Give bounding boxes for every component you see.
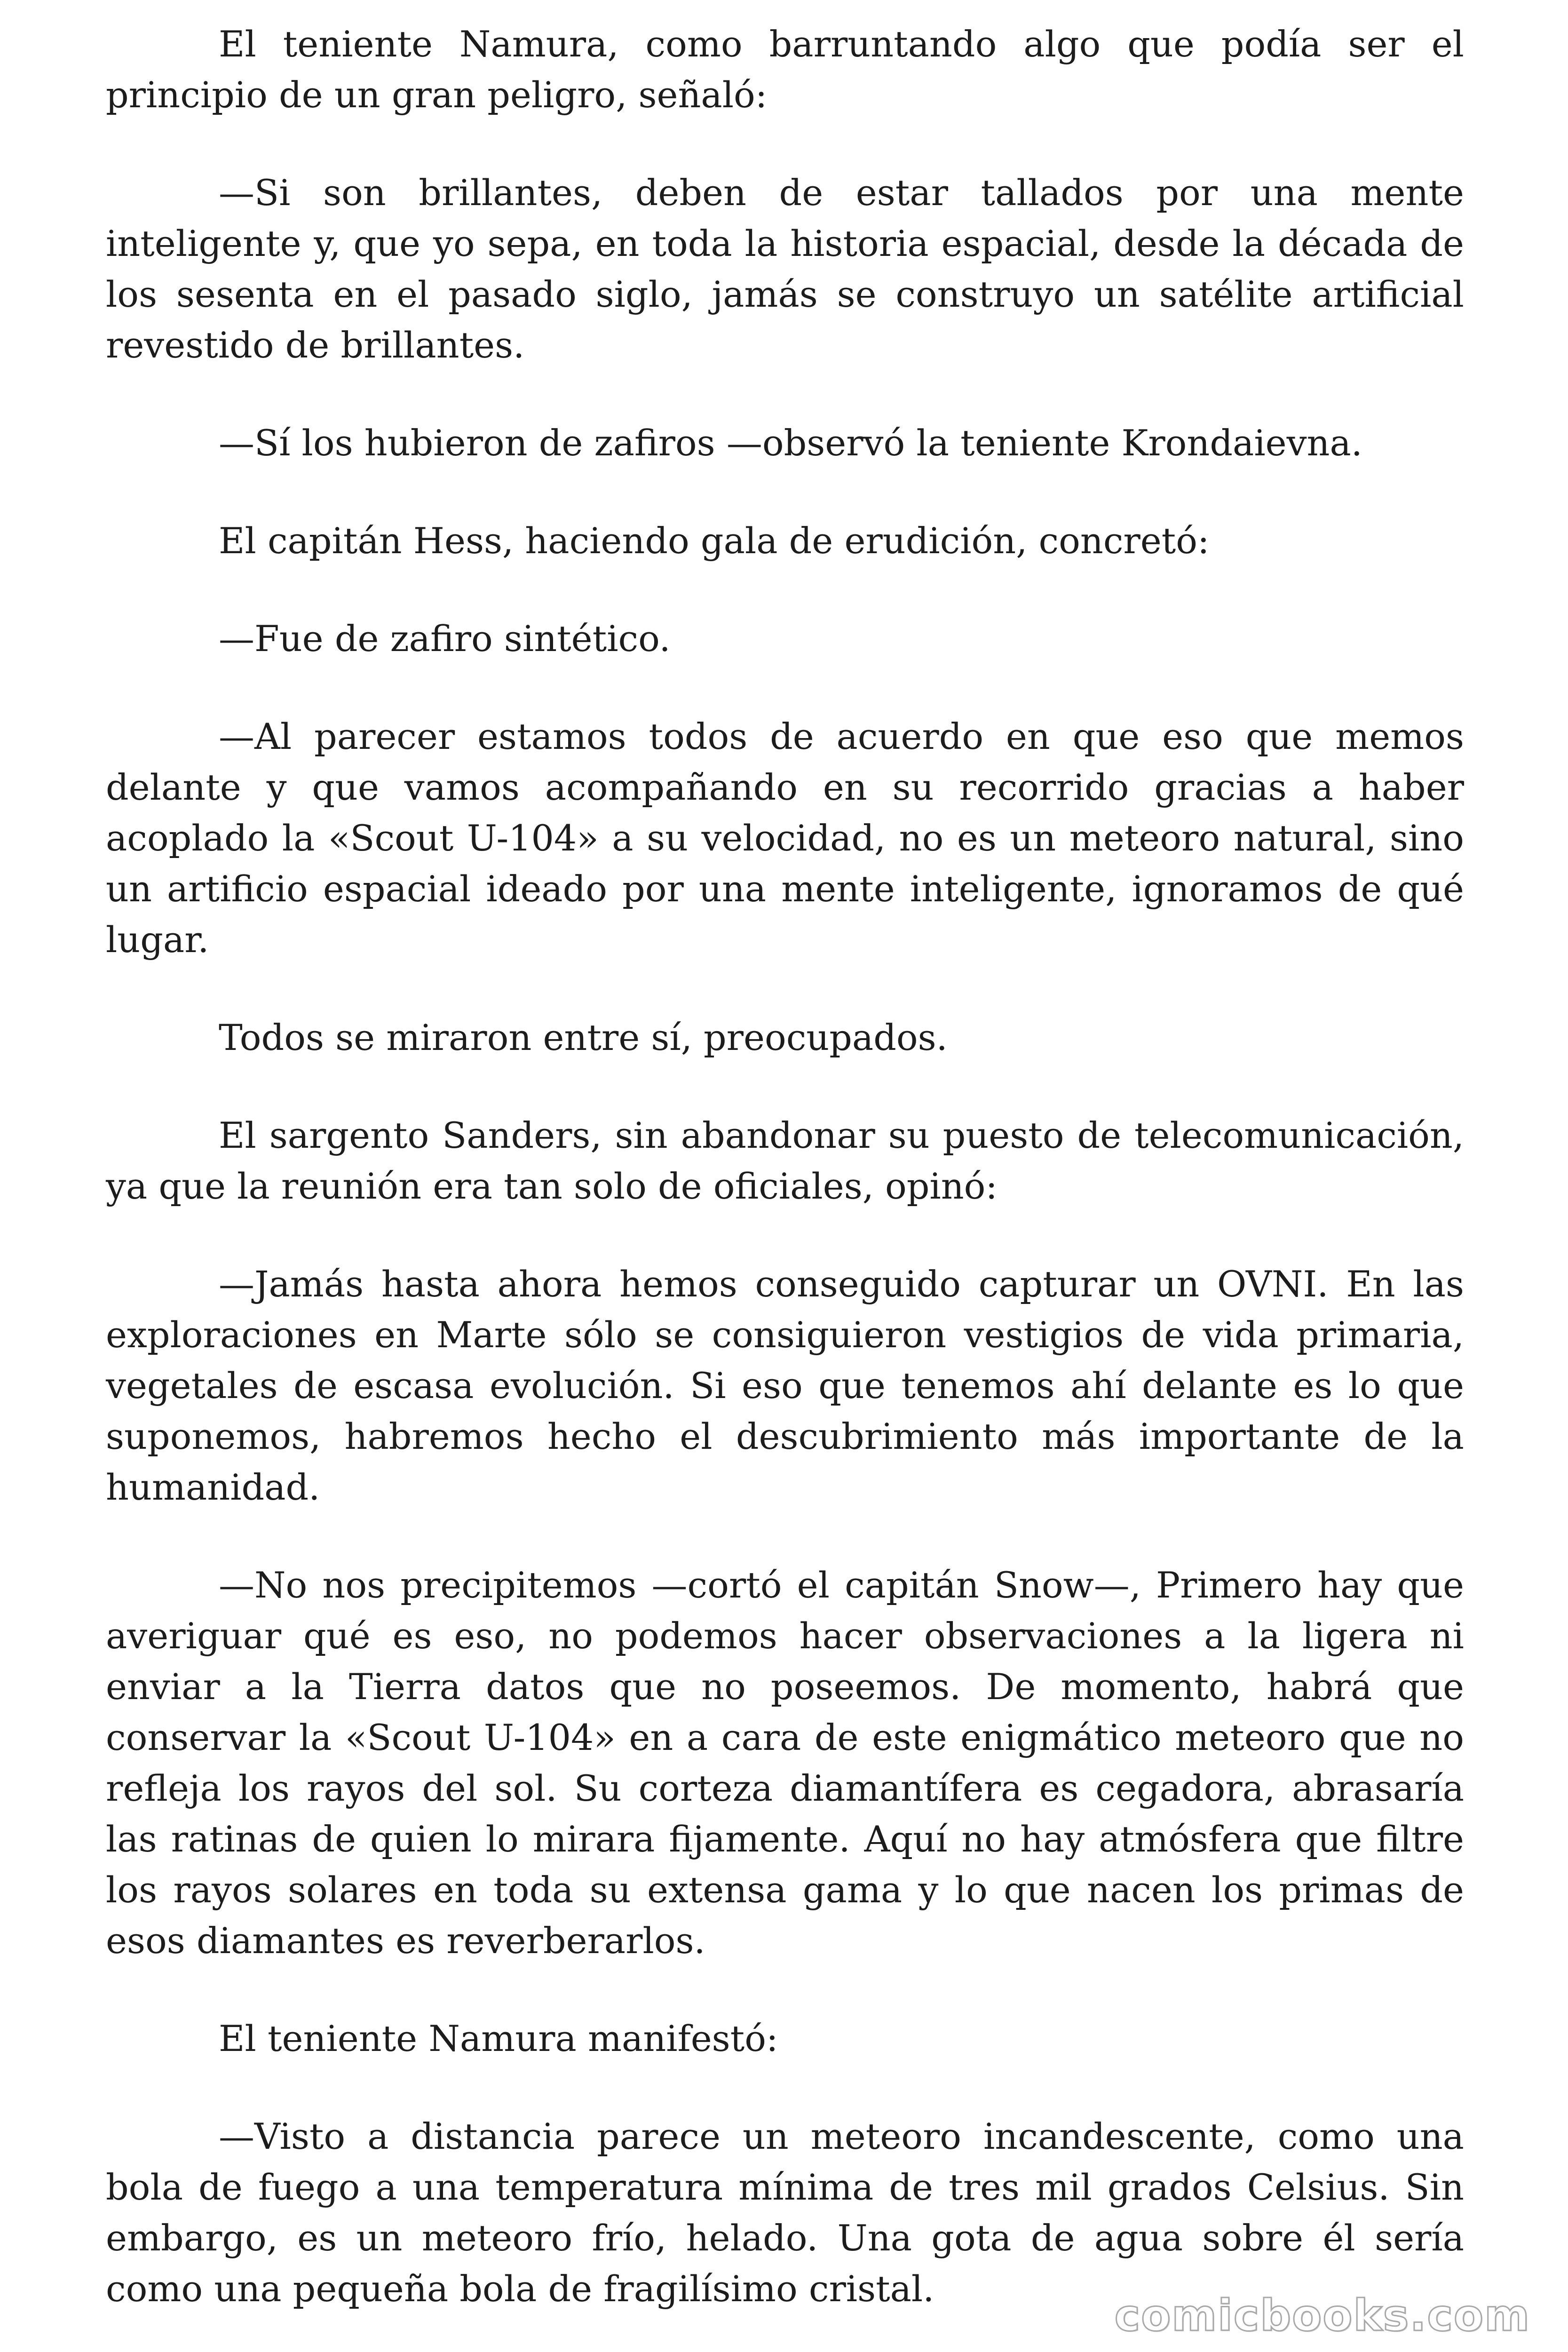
paragraph-8: El sargento Sanders, sin abandonar su puesto de telecomunicación, ya que la reunión era tan solo de oficiales, opinó:: [106, 1114, 1464, 1207]
paragraph-7: Todos se miraron entre sí, preocupados.: [219, 1017, 948, 1058]
book-page: [106, 19, 1464, 2352]
paragraph-6: —Al parecer estamos todos de acuerdo en que eso que memos delante y que vamos acompañando en su recorrido gracias a haber acoplado la «Scout U-104» a su velocidad, no es un meteoro natural, sino un artificio espacial ideado por una mente inteligente, ignoramos de qué lugar.: [106, 715, 1464, 961]
paragraph-4: El capitán Hess, haciendo gala de erudición, concretó:: [219, 520, 1210, 562]
paragraph-3: —Sí los hubieron de zafiros —observó la teniente Krondaievna.: [219, 422, 1362, 464]
paragraph-1: El teniente Namura, como barruntando algo que podía ser el principio de un gran peligro, señaló:: [106, 23, 1464, 116]
paragraph-10: —No nos precipitemos —cortó el capitán Snow—, Primero hay que averiguar qué es eso, no podemos hacer observaciones a la ligera ni enviar a la Tierra datos que no poseemos. De momento, habrá que conservar la «Scout U-104» en a cara de este enigmático meteoro que no refleja los rayos del sol. Su corteza diamantífera es cegadora, abrasaría las ratinas de quien lo mirara fijamente. Aquí no hay atmósfera que filtre los rayos solares en toda su extensa gama y lo que nacen los primas de esos diamantes es reverberarlos.: [106, 1564, 1464, 1962]
paragraph-12: —Visto a distancia parece un meteoro incandescente, como una bola de fuego a una temperatura mínima de tres mil grados Celsius. Sin embargo, es un meteoro frío, helado. Una gota de agua sobre él sería como una pequeña bola de fragilísimo cristal.: [106, 2115, 1464, 2310]
paragraph-9: —Jamás hasta ahora hemos conseguido capturar un OVNI. En las exploraciones en Marte sólo se consiguieron vestigios de vida primaria, vegetales de escasa evolución. Si eso que tenemos ahí delante es lo que suponemos, habremos hecho el descubrimiento más importante de la humanidad.: [106, 1263, 1464, 1508]
paragraph-2: —Si son brillantes, deben de estar tallados por una mente inteligente y, que yo sepa, en toda la historia espacial, desde la década de los sesenta en el pasado siglo, jamás se construyo un satélite artificial revestido de brillantes.: [106, 172, 1464, 366]
paragraph-11: El teniente Namura manifestó:: [219, 2018, 778, 2059]
paragraph-5: —Fue de zafiro sintético.: [219, 618, 671, 660]
watermark-logo: comicbooks.com: [1114, 2290, 1530, 2341]
